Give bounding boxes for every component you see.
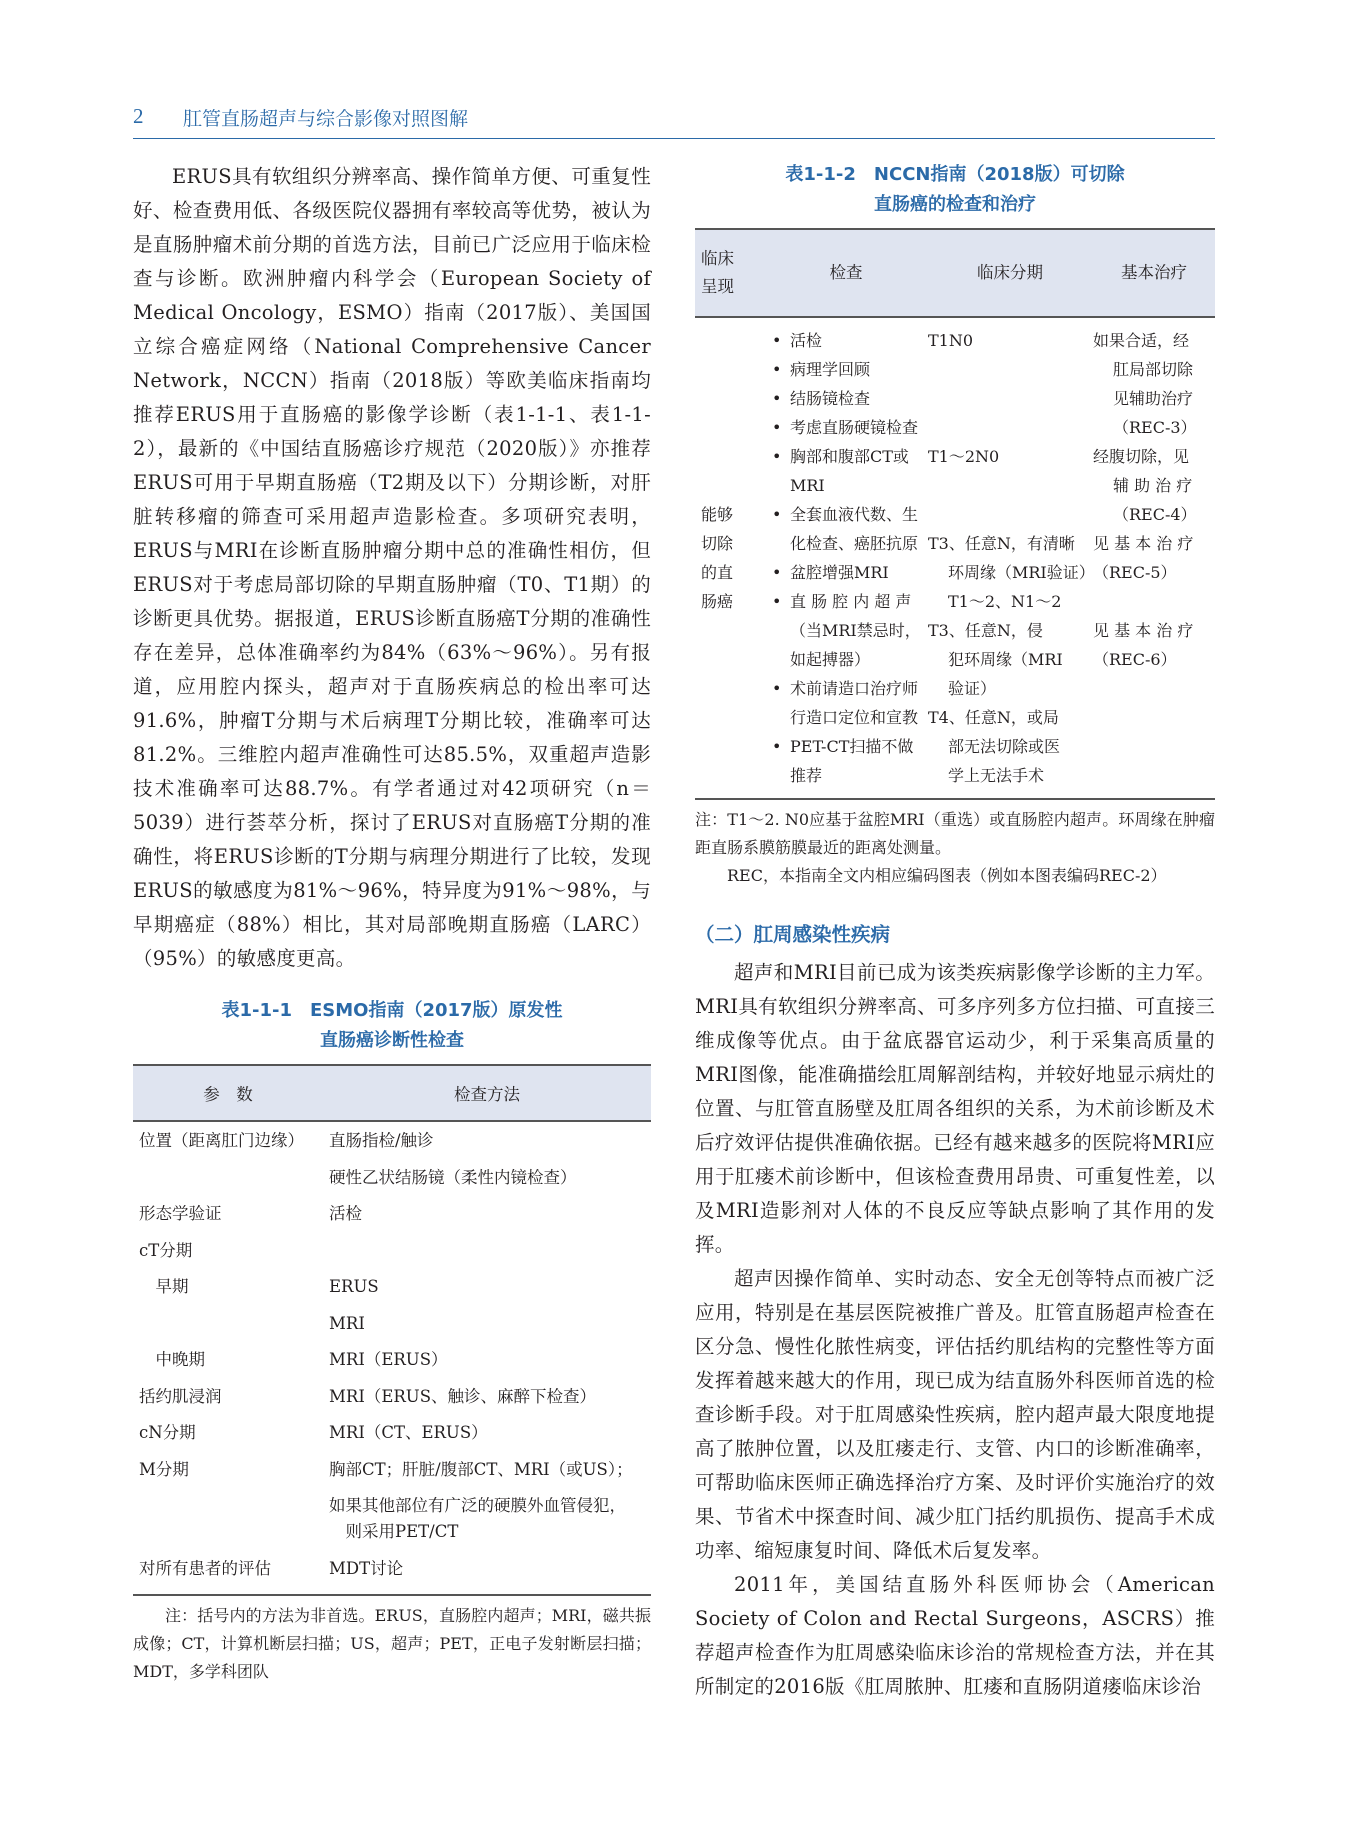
table-cell: 活检 [329,1204,362,1223]
table-cell: 胸部CT；肝脏/腹部CT、MRI（或US）； [329,1459,633,1479]
cell-line: 的直 [701,563,734,582]
table-row [133,1459,651,1496]
stage-line: 学上无法手术 [948,766,1045,785]
treatment-line: （REC-3） [1113,418,1197,437]
body-paragraph: 超声因操作简单、实时动态、安全无创等特点而被广泛应用，特别是在基层医院被推广普及。肛管直肠超声检查在区分急、慢性化脓性病变，评估括约肌结构的完整性等方面发挥着越来越大的作用，现已成为结直肠外科医师首选的检查诊断手段。对于肛周感染性疾病，腔内超声最大限度地提高了脓肿位置，以及肛瘘走行、支管、内口的诊断准确率，可帮助临床医师正确选择治疗方案、及时评价实施治疗的效果、节省术中探查时间、减少肛门括约肌损伤、提高手术成功率、缩短康复时间、降低术后复发率。 [695,1267,1215,1562]
column-header-method: 检查方法 [323,1065,651,1121]
table-cell: cT分期 [139,1240,193,1260]
nccn-table [695,228,1215,800]
exam-item: • 病理学回顾 [770,355,922,384]
body-paragraph: ERUS具有软组织分辨率高、操作简单方便、可重复性好、检查费用低、各级医院仪器拥有率较高等优势，被认为是直肠肿瘤术前分期的首选方法，目前已广泛应用于临床检查与诊断。欧洲肿瘤内科学会（European Society of Medical Oncology，ESMO）指南（2017版）、美国国立综合癌症网络（National Comprehensive Cancer Network，NCCN）指南（2018版）等欧美临床指南均推荐ERUS用于直肠癌的影像学诊断（表1-1-1、表1-1-2），最新的《中国结直肠癌诊疗规范（2020版）》亦推荐ERUS可用于早期直肠癌（T2期及以下）分期诊断，对肝脏转移瘤的筛查可采用超声造影检查。多项研究表明，ERUS与MRI在诊断直肠肿瘤分期中总的准确性相仿，但ERUS对于考虑局部切除的早期直肠肿瘤（T0、T1期）的诊断更具优势。据报道，ERUS诊断直肠癌T分期的准确性存在差异，总体准确率约为84%（63%～96%）。另有报道，应用腔内探头，超声对于直肠疾病总的检出率可达91.6%，肿瘤T分期与术后病理T分期比较，准确率可达81.2%。三维腔内超声准确性可达85.5%，双重超声造影技术准确率可达88.7%。有学者通过对42项研究（n＝5039）进行荟萃分析，探讨了ERUS对直肠癌T分期的准确性，将ERUS诊断的T分期与病理分期进行了比较，发现ERUS的敏感度为81%～96%，特异度为91%～98%，与早期癌症（88%）相比，其对局部晚期直肠癌（LARC）（95%）的敏感度更高。 [133,165,651,970]
stage-spacer [928,471,1093,500]
table-cell: 如果其他部位有广泛的硬膜外血管侵犯， [329,1496,626,1515]
treatment-line: 见 基 本 治 疗 [1093,621,1194,640]
table-cell: 中晚期 [139,1350,205,1369]
exam-item: • 术前请造口治疗师行造口定位和宣教 [770,674,922,732]
exam-item: • 结肠镜检查 [770,384,922,413]
running-title: 肛管直肠超声与综合影像对照图解 [183,108,469,130]
table-row [133,1276,651,1313]
header-rule [133,138,1215,139]
exam-item: • 盆腔增强MRI [770,558,922,587]
table-cell [133,1495,323,1521]
table-row [133,1495,651,1521]
cell-line: 切除 [701,534,734,553]
column-header-exam: 检查 [770,229,922,317]
treatment-line: 见辅助治疗 [1113,389,1194,408]
table-cell [133,1521,323,1558]
exam-item: • 胸部和腹部CT或MRI [770,442,922,500]
exam-item: • 全套血液代数、生化检查、癌胚抗原 [770,500,922,558]
table-row [133,1313,651,1350]
cell-line: 肠癌 [701,592,734,611]
table-header-row [695,229,1215,317]
presentation-cell [695,317,770,799]
treatment-line: （REC-5） [1093,563,1177,582]
table-row [133,1349,651,1386]
stage-line: T1N0 [928,331,974,350]
exam-item: • 活检 [770,326,922,355]
table-cell: MRI（ERUS、触诊、麻醉下检查） [329,1386,597,1406]
table-row [133,1558,651,1596]
treatment-line: （REC-4） [1113,505,1197,524]
body-paragraph: 超声和MRI目前已成为该类疾病影像学诊断的主力军。MRI具有软组织分辨率高、可多序列多方位扫描、可直接三维成像等优点。由于盆底器官运动少，利于采集高质量的MRI图像，能准确描绘肛周解剖结构，并较好地显示病灶的位置、与肛管直肠壁及肛周各组织的关系，为术前诊断及术后疗效评估提供准确依据。已经有越来越多的医院将MRI应用于肛瘘术前诊断中，但该检查费用昂贵、可重复性差，以及MRI造影剂对人体的不良反应等缺点影响了其作用的发挥。 [695,961,1215,1256]
stage-line: T1～2N0 [928,447,1000,466]
table-caption-line: 表1-1-2 NCCN指南（2018版）可切除 [785,164,1125,185]
stage-line: 验证） [948,679,997,698]
table-caption-line: 直肠癌的检查和治疗 [874,194,1036,215]
table-row [133,1521,651,1558]
stage-line: 环周缘（MRI验证） [948,563,1095,582]
table-cell: 硬性乙状结肠镜（柔性内镜检查） [329,1167,577,1187]
exam-item: • PET-CT扫描不做推荐 [770,732,922,790]
column-header-stage: 临床分期 [922,229,1093,317]
treatment-spacer [1093,587,1215,616]
table-row [133,1422,651,1459]
right-column [695,160,1215,1704]
table-caption-line: 直肠癌诊断性检查 [320,1030,464,1051]
table-row [695,317,1215,799]
table-row [133,1121,651,1167]
table-note: 注：括号内的方法为非首选。ERUS，直肠腔内超声；MRI，磁共振成像；CT，计算机断层扫描；US，超声；PET，正电子发射断层扫描；MDT，多学科团队 [133,1606,651,1681]
treatment-line: 经腹切除，见 [1093,447,1190,466]
table-cell [323,1240,651,1277]
treatment-line: （REC-6） [1093,650,1177,669]
table-row [133,1240,651,1277]
stage-spacer [928,384,1093,413]
table-cell: MRI [329,1313,365,1333]
table-cell: ERUS [329,1277,379,1296]
table-header-row [133,1065,651,1121]
stage-line: T4、任意N，或局 [928,708,1059,727]
stage-line: T3、任意N，有清晰 [928,534,1075,553]
table-cell: 形态学验证 [139,1204,222,1223]
page-number: 2 [133,104,144,128]
stage-line: T3、任意N，侵 [928,621,1043,640]
table-cell: 则采用PET/CT [329,1522,459,1541]
stage-spacer [928,355,1093,384]
body-paragraph: 2011年，美国结直肠外科医师协会（American Society of Colon and Rectal Surgeons，ASCRS）推荐超声检查作为肛周感染临床诊治的常规检查方法，并在其所制定的2016版《肛周脓肿、肛瘘和直肠阴道瘘临床诊治 [695,1573,1215,1698]
stage-cell [922,317,1093,799]
stage-spacer [928,500,1093,529]
table-note: 注：T1～2. N0应基于盆腔MRI（重选）或直肠腔内超声。环周缘在肿瘤距直肠系膜筋膜最近的距离处测量。 [695,810,1215,857]
column-header-param: 参 数 [133,1065,323,1121]
esmo-table [133,1064,651,1596]
header-line: 临床 [701,249,734,268]
table-cell [133,1313,323,1350]
table-note: REC，本指南全文内相应编码图表（例如本图表编码REC-2） [727,866,1167,885]
exam-item: • 直 肠 腔 内 超 声（当MRI禁忌时，如起搏器） [770,587,922,674]
table-cell: MDT讨论 [323,1558,651,1596]
treatment-cell [1093,317,1215,799]
table-cell: 对所有患者的评估 [133,1558,323,1596]
treatment-line: 如果合适，经 [1093,331,1190,350]
stage-line: 部无法切除或医 [948,737,1061,756]
table-caption [695,160,1215,220]
stage-line: T1～2、N1～2 [948,592,1062,611]
table-cell: MRI（CT、ERUS） [329,1423,488,1442]
cell-line: 能够 [701,505,734,524]
table-cell: 早期 [139,1277,189,1296]
table-row [133,1386,651,1423]
stage-spacer [928,413,1093,442]
exam-cell [770,317,922,799]
table-caption-line: 表1-1-1 ESMO指南（2017版）原发性 [221,1000,563,1021]
section-title: （二）肛周感染性疾病 [695,923,891,946]
table-cell: M分期 [139,1459,189,1479]
left-column [133,160,651,1686]
column-header-presentation [695,229,770,317]
table-cell: 直肠指检/触诊 [329,1131,434,1150]
stage-line: 犯环周缘（MRI [948,650,1063,669]
page-header [133,100,1215,140]
table-cell: MRI（ERUS） [329,1350,448,1369]
table-row [133,1203,651,1240]
table-cell: cN分期 [139,1423,196,1442]
table-row [133,1167,651,1204]
table-caption [133,996,651,1056]
header-line: 呈现 [701,277,734,296]
exam-item: • 考虑直肠硬镜检查 [770,413,922,442]
table-cell: 位置（距离肛门边缘） [139,1131,304,1150]
treatment-line: 辅 助 治 疗 [1113,476,1193,495]
treatment-line: 见 基 本 治 疗 [1093,534,1194,553]
table-cell: 括约肌浸润 [139,1386,222,1406]
column-header-treatment: 基本治疗 [1093,229,1215,317]
treatment-line: 肛局部切除 [1113,360,1194,379]
table-cell [133,1167,323,1204]
